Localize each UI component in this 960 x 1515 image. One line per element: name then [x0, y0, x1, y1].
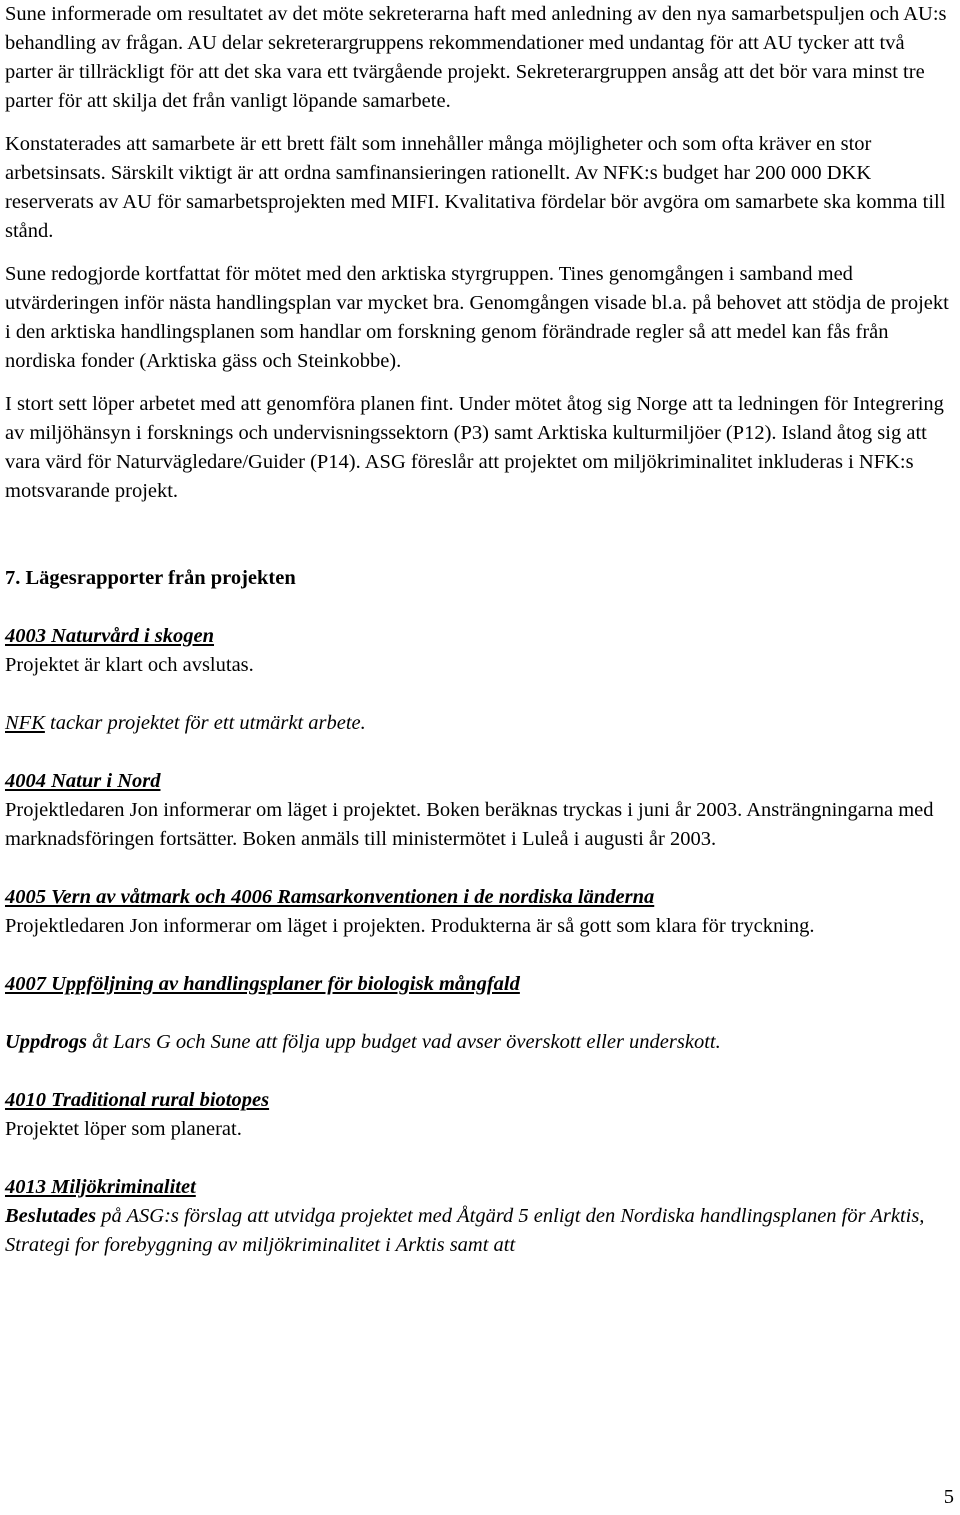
project-note-4003: [5, 709, 955, 738]
paragraph-text: Sune informerade om resultatet av det möte sekreterarna haft med anledning av den nya samarbetspuljen och AU:s behandling av frågan. AU delar sekreterargruppens rekommendationer med undantag för att AU tycker att två parter är tillräckligt för att det ska vara ett tvärgående projekt.: [5, 3, 947, 83]
project-text-4003: Projektet är klart och avslutas.: [5, 654, 254, 676]
project-text-4007: [5, 1028, 955, 1057]
paragraph-planen: I stort sett löper arbetet med att genomföra planen fint. Under mötet åtog sig Norge att ta ledningen för Integrering av miljöhänsyn i forsknings och undervisningssektorn (P3) samt Arktiska kulturmiljöer (P12). Island åtog sig att vara värd för Naturvägledare/Guider (P14). ASG föreslår att projektet om miljökriminalitet inkluderas i NFK:s motsvarande projekt.: [5, 393, 944, 502]
decision-lead: Uppdrogs: [5, 1031, 88, 1053]
project-text-4010: Projektet löper som planerat.: [5, 1118, 242, 1140]
decision-lead: Beslutades: [5, 1205, 97, 1227]
paragraph-text: Konstaterades att samarbete är ett brett fält som innehåller många möjligheter och som ofta kräver en stor arbetsinsats.: [5, 133, 872, 184]
document-page: [5, 0, 955, 1260]
paragraph-text: Särskilt viktigt är att ordna samfinansieringen rationellt.: [110, 162, 571, 184]
project-title-4005: 4005 Vern av våtmark och 4006 Ramsarkonventionen i de nordiska länderna: [5, 886, 655, 908]
paragraph-text: Av NFK:s budget har 200 000 DKK reserverats av AU för samarbetsprojekten med MIFI. Kvalitativa fördelar bör avgöra om samarbete ska komma till stånd.: [5, 162, 946, 242]
note-text: tackar projektet för ett utmärkt arbete.: [44, 712, 366, 734]
project-title-4013: 4013 Miljökriminalitet: [5, 1176, 196, 1198]
paragraph-samarbete: [5, 130, 955, 246]
decision-text: åt Lars G och Sune att följa upp budget vad avser överskott eller underskott.: [87, 1031, 721, 1053]
paragraph-arktiska-styrgruppen: Sune redogjorde kortfattat för mötet med den arktiska styrgruppen. Tines genomgången i samband med utvärderingen inför nästa handlingsplan var mycket bra. Genomgången visade bl.a. på behovet att stödja de projekt i den arktiska handlingsplanen som handlar om forskning genom förändrade regler så att medel kan fås från nordiska fonder (Arktiska gäss och Steinkobbe).: [5, 263, 949, 372]
project-title-4007: 4007 Uppföljning av handlingsplaner för biologisk mångfald: [5, 973, 520, 995]
section-heading: 7. Lägesrapporter från projekten: [5, 567, 296, 589]
project-text-4013: [5, 1202, 955, 1260]
paragraph-samarbetspuljen: [5, 0, 955, 116]
project-text-4005: Projektledaren Jon informerar om läget i projekten. Produkterna är så gott som klara för tryckning.: [5, 915, 815, 937]
project-title-4003: 4003 Naturvård i skogen: [5, 625, 215, 647]
project-title-4004: 4004 Natur i Nord: [5, 770, 161, 792]
project-title-4010: 4010 Traditional rural biotopes: [5, 1089, 270, 1111]
nfk-label: NFK: [5, 712, 45, 734]
project-text-4004: Projektledaren Jon informerar om läget i projektet. Boken beräknas tryckas i juni år 2003. Ansträngningarna med marknadsföringen fortsätter. Boken anmäls till ministermötet i Luleå i augusti år 2003.: [5, 799, 934, 850]
paragraph-text: Sekreterargruppen ansåg att det bör vara minst tre parter för att skilja det från vanligt löpande samarbete.: [5, 61, 925, 112]
decision-text: på ASG:s förslag att utvidga projektet med Åtgärd 5 enligt den Nordiska handlingsplanen för Arktis, Strategi for forebyggning av miljökriminalitet i Arktis samt att: [5, 1205, 925, 1256]
page-number: 5: [943, 1486, 954, 1508]
